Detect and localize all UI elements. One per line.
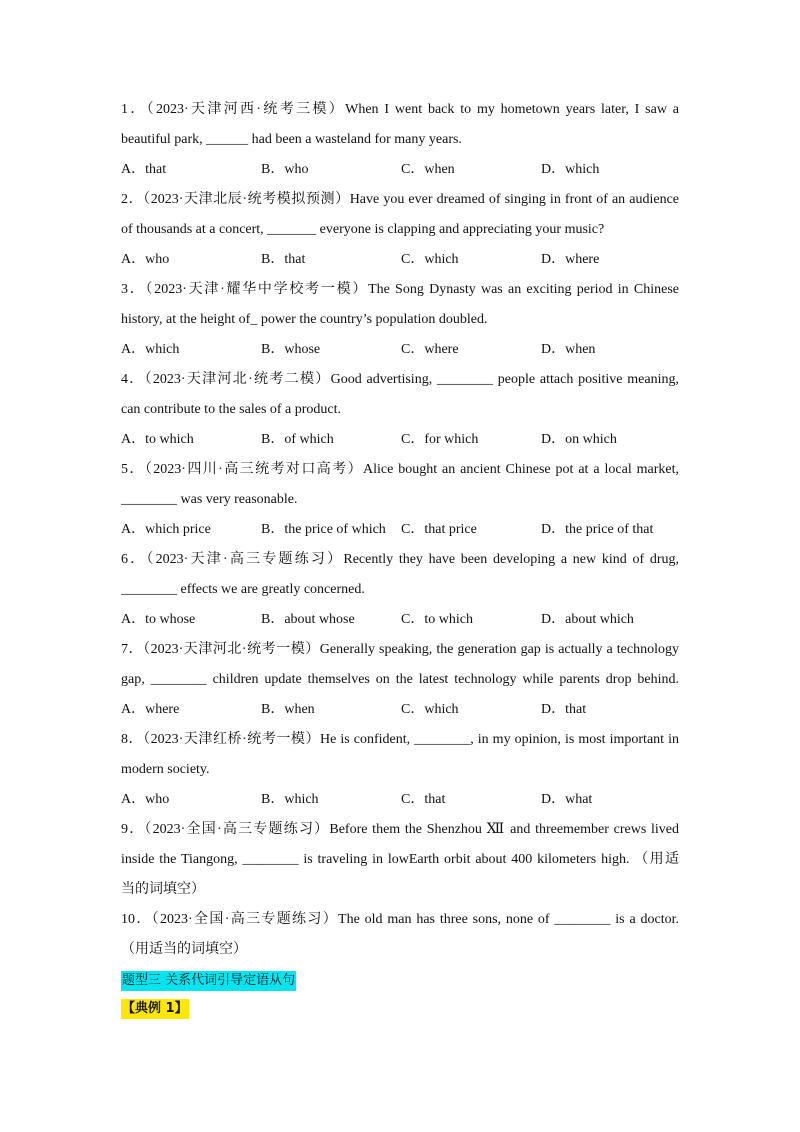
question-4 [121, 365, 679, 455]
option-c: C．when [401, 162, 455, 177]
option-b: B．about whose [261, 612, 355, 627]
option-b: B．which [261, 792, 319, 807]
option-c: C．which [401, 252, 459, 267]
option-b: B．the price of which [261, 522, 386, 537]
question-text: of thousands at a concert, _______ everyone is clapping and appreciating your music? [121, 222, 605, 237]
question-10 [121, 905, 679, 965]
question-text: 5．（2023·四川·高三统考对口高考）Alice bought an ancient Chinese pot at a local market, [121, 462, 679, 477]
option-d: D．when [541, 342, 596, 357]
question-text: beautiful park, ______ had been a wasteland for many years. [121, 132, 462, 147]
option-a: A．who [121, 252, 170, 267]
question-text: inside the Tiangong, ________ is traveling in lowEarth orbit about 400 kilometers high. （用适 [121, 852, 679, 867]
option-b: B．when [261, 702, 315, 717]
question-text: 10．（2023·全国·高三专题练习）The old man has three sons, none of ________ is a doctor. [121, 912, 679, 927]
option-b: B．who [261, 162, 309, 177]
question-text: history, at the height of_ power the country’s population doubled. [121, 312, 488, 327]
question-text: gap, ________ children update themselves on the latest technology while parents drop behind. [121, 672, 679, 687]
question-text: （用适当的词填空） [121, 942, 247, 957]
option-d: D．which [541, 162, 600, 177]
option-d: D．that [541, 702, 587, 717]
question-text: 7．（2023·天津河北·统考一模）Generally speaking, the generation gap is actually a technology [121, 642, 679, 657]
question-5 [121, 455, 679, 545]
question-9 [121, 815, 679, 905]
options-row [121, 695, 679, 725]
option-d: D．on which [541, 432, 617, 447]
option-a: A．which price [121, 522, 211, 537]
question-3 [121, 275, 679, 365]
question-list [121, 95, 679, 1019]
option-a: A．who [121, 792, 170, 807]
option-c: C．that [401, 792, 446, 807]
question-text: modern society. [121, 762, 210, 777]
options-row [121, 425, 679, 455]
option-c: C．which [401, 702, 459, 717]
option-a: A．that [121, 162, 167, 177]
question-text: ________ was very reasonable. [121, 492, 298, 507]
option-d: D．where [541, 252, 600, 267]
question-text: 6．（2023·天津·高三专题练习）Recently they have been developing a new kind of drug, [121, 552, 679, 567]
options-row [121, 245, 679, 275]
options-row [121, 605, 679, 635]
option-a: A．to whose [121, 612, 196, 627]
option-d: D．what [541, 792, 593, 807]
question-text: 2．（2023·天津北辰·统考模拟预测）Have you ever dreamed of singing in front of an audience [121, 192, 679, 207]
question-text: 当的词填空） [121, 882, 205, 897]
option-a: A．which [121, 342, 180, 357]
example-label: 【典例 1】 [121, 999, 189, 1019]
options-row [121, 515, 679, 545]
question-text: can contribute to the sales of a product. [121, 402, 342, 417]
question-text: ________ effects we are greatly concerned. [121, 582, 365, 597]
question-text: 9．（2023·全国·高三专题练习）Before them the Shenzhou Ⅻ and threemember crews lived [121, 822, 679, 837]
options-row [121, 335, 679, 365]
option-d: D．the price of that [541, 522, 654, 537]
option-b: B．that [261, 252, 306, 267]
question-7 [121, 635, 679, 725]
option-b: B．whose [261, 342, 321, 357]
question-8 [121, 725, 679, 815]
question-text: 8．（2023·天津红桥·统考一模）He is confident, ________, in my opinion, is most important in [121, 732, 679, 747]
question-1 [121, 95, 679, 185]
question-text: 1．（2023·天津河西·统考三模）When I went back to my hometown years later, I saw a [121, 102, 679, 117]
question-2 [121, 185, 679, 275]
option-c: C．to which [401, 612, 473, 627]
section-title: 题型三 关系代词引导定语从句 [121, 971, 296, 991]
question-text: 3．（2023·天津·耀华中学校考一模）The Song Dynasty was an exciting period in Chinese [121, 282, 679, 297]
question-text: 4．（2023·天津河北·统考二模）Good advertising, ________ people attach positive meaning, [121, 372, 679, 387]
option-d: D．about which [541, 612, 634, 627]
option-c: C．that price [401, 522, 477, 537]
options-row [121, 155, 679, 185]
option-a: A．to which [121, 432, 194, 447]
options-row [121, 785, 679, 815]
option-c: C．where [401, 342, 459, 357]
question-6 [121, 545, 679, 635]
option-a: A．where [121, 702, 180, 717]
option-c: C．for which [401, 432, 479, 447]
option-b: B．of which [261, 432, 334, 447]
